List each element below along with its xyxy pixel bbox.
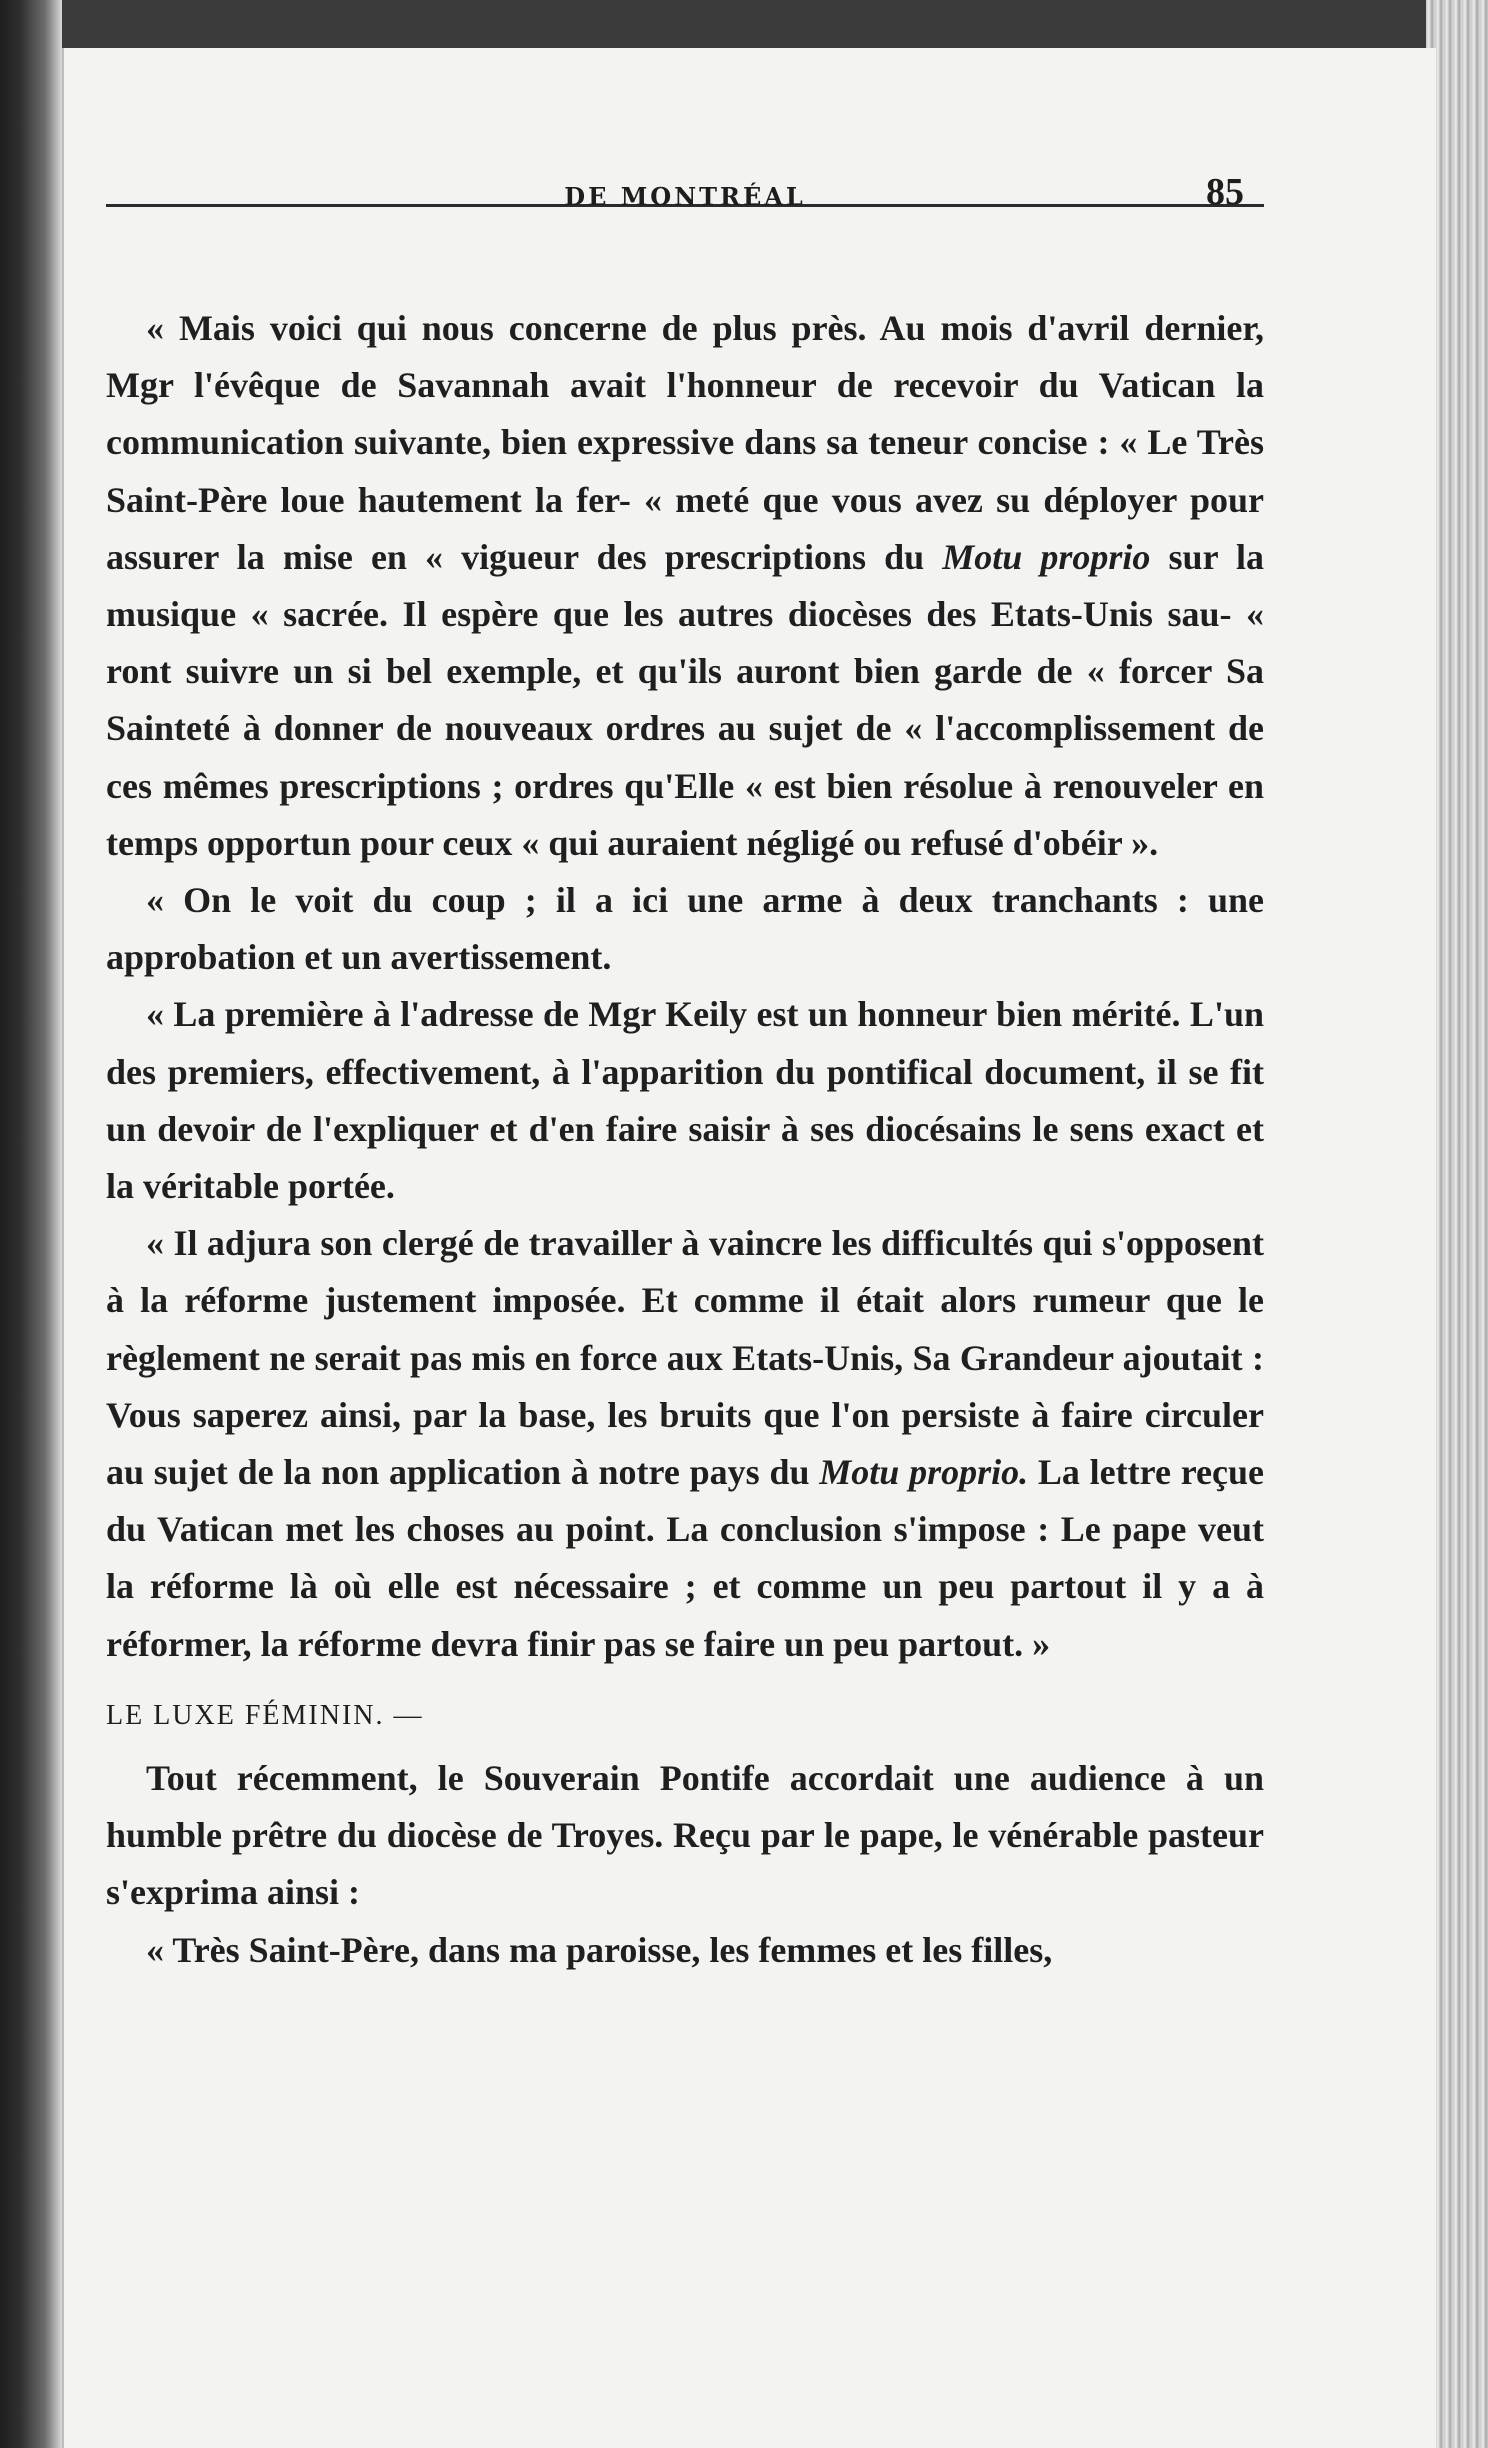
paragraph-3: « La première à l'adresse de Mgr Keily est un honneur bien mérité. L'un des premiers, effectivement, à l'apparition du pontifical document, il se fit un devoir de l'expliquer et d'en faire saisir à ses diocésains le sens exact et la véritable portée. [106, 994, 1264, 1207]
paragraph-4-text-a: « Il adjura son clergé de travailler à vaincre les difficultés qui s'opposent à la réforme justement imposée. Et comme il était alors rumeur que le règlement ne serait pas mis en force aux Etats-Unis, Sa Grandeur ajoutait : Vous saperez ainsi, par la base, les bruits que l'on persiste à faire circuler au sujet de la non application à notre pays du [106, 1223, 1264, 1493]
paragraph-1 [106, 300, 1264, 872]
left-page-edge [0, 0, 62, 2448]
paragraph-4 [106, 1215, 1264, 1673]
page-header [106, 128, 1264, 213]
page-body [106, 300, 1264, 1979]
paragraph-4-text-b: La lettre reçue du Vatican met les choses au point. La conclusion s'impose : Le pape veut la réforme là où elle est nécessaire ; et comme un peu partout il y a à réformer, la réforme devra finir pas se faire un peu partout. » [106, 1452, 1265, 1664]
paragraph-4-italic: Motu proprio. [819, 1452, 1029, 1493]
paragraph-1-italic: Motu proprio [942, 536, 1151, 577]
paragraph-2: « On le voit du coup ; il a ici une arme à deux tranchants : une approbation et un avertissement. [106, 880, 1264, 978]
page-number: 85 [1206, 171, 1244, 213]
paragraph-1-text-b: sur la musique « sacrée. Il espère que les autres diocèses des Etats-Unis sau- « ront suivre un si bel exemple, et qu'ils auront bien garde de « forcer Sa Sainteté à donner de nouveaux ordres au sujet de « l'accomplissement de ces mêmes prescriptions ; ordres qu'Elle « est bien résolue à renouveler en temps opportun pour ceux « qui auraient négligé ou refusé d'obéir ». [106, 536, 1264, 863]
paragraph-5: Tout récemment, le Souverain Pontife accordait une audience à un humble prêtre du diocèse de Troyes. Reçu par le pape, le vénérable pasteur s'exprima ainsi : [106, 1758, 1264, 1913]
paragraph-6: « Très Saint-Père, dans ma paroisse, les femmes et les filles, [146, 1929, 1053, 1970]
running-title: DE MONTRÉAL [564, 182, 806, 211]
paragraph-1-text-a: « Mais voici qui nous concerne de plus près. Au mois d'avril dernier, Mgr l'évêque de Savannah avait l'honneur de recevoir du Vatican la communication suivante, bien expressive dans sa teneur concise : « Le Très Saint-Père loue hautement la fer- « meté que vous avez su déployer pour assurer la mise en « vigueur des prescriptions du [106, 308, 1264, 577]
section-heading: LE LUXE FÉMININ. — [106, 1699, 424, 1731]
